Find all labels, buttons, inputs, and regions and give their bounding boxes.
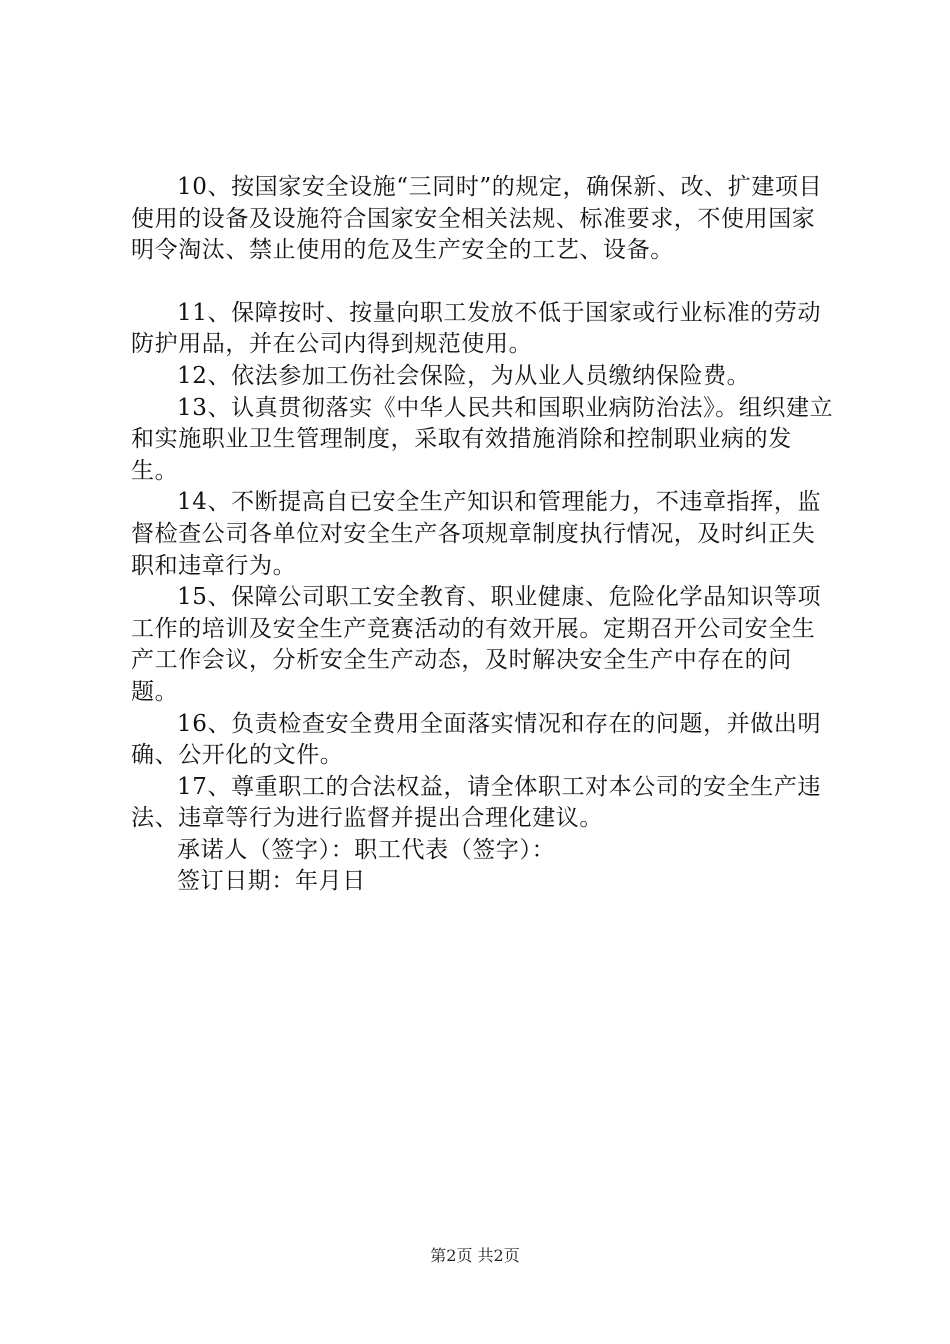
clause-12: 12、依法参加工伤社会保险，为从业人员缴纳保险费。 [177,362,751,389]
clause-17: 17、尊重职工的合法权益，请全体职工对本公司的安全生产违法、违章等行为进行监督并提出合理化建议。 [131,773,822,832]
signing-date-line: 签订日期：年月日 [177,868,366,895]
clause-10: 10、按国家安全设施“三同时”的规定，确保新、改、扩建项目使用的设备及设施符合国家安全相关法规、标准要求，不使用国家明令淘汰、禁止使用的危及生产安全的工艺、设备。 [131,174,823,264]
clause-15: 15、保障公司职工安全教育、职业健康、危险化学品知识等项工作的培训及安全生产竞赛活动的有效开展。定期召开公司安全生产工作会议，分析安全生产动态，及时解决安全生产中存在的问题。 [131,584,822,705]
clause-14: 14、不断提高自已安全生产知识和管理能力，不违章指挥，监督检查公司各单位对安全生产各项规章制度执行情况，及时纠正失职和违章行为。 [131,489,822,579]
clause-16: 16、负责检查安全费用全面落实情况和存在的问题，并做出明确、公开化的文件。 [131,710,822,769]
clause-13: 13、认真贯彻落实《中华人民共和国职业病防治法》。组织建立和实施职业卫生管理制度，采取有效措施消除和控制职业病的发生。 [131,394,834,484]
clause-11: 11、保障按时、按量向职工发放不低于国家或行业标准的劳动防护用品，并在公司内得到规范使用。 [131,299,822,358]
signature-line: 承诺人（签字）：职工代表（签字）： [177,836,556,863]
document-body [131,172,836,898]
page-number-footer: 第2页 共2页 [430,1246,520,1265]
